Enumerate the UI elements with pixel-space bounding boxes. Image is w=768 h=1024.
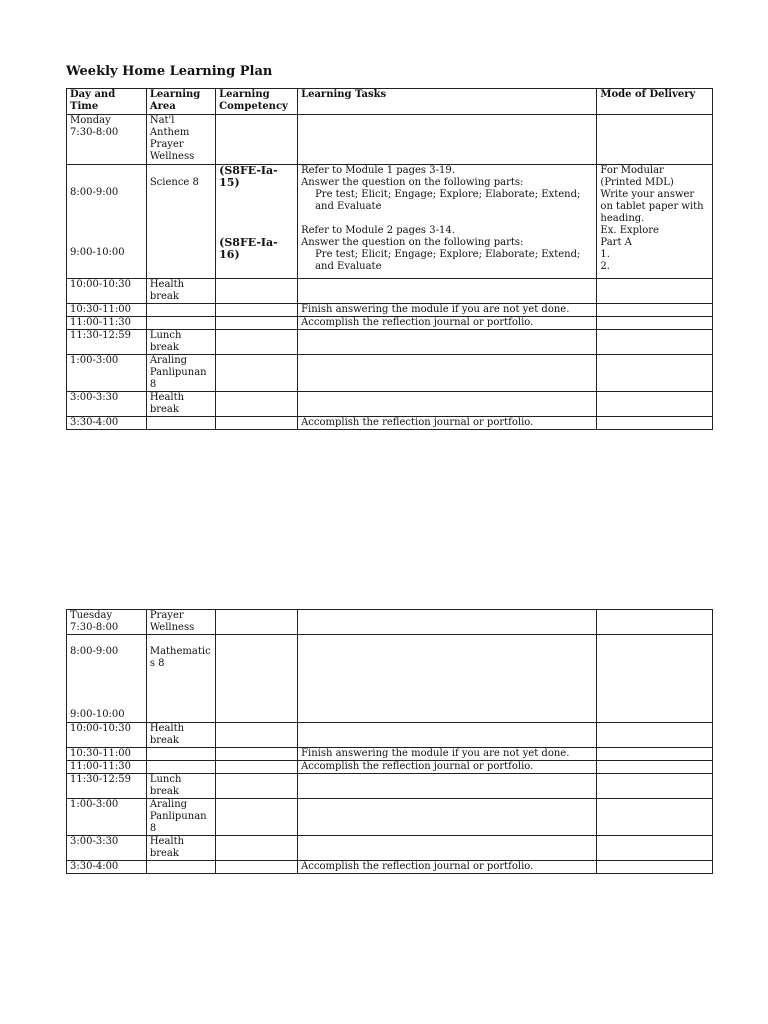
time-cell: 10:00-10:30 bbox=[67, 279, 147, 304]
task-cell bbox=[298, 723, 597, 748]
task-line: Refer to Module 2 pages 3-14. bbox=[301, 225, 455, 236]
table-row bbox=[67, 723, 713, 748]
time-cell: 11:30-12:59 bbox=[67, 774, 147, 799]
competency-cell bbox=[216, 799, 298, 836]
mode-line: For Modular bbox=[600, 165, 664, 176]
task-line: Pre test; Elicit; Engage; Explore; Elaborate; Extend; and Evaluate bbox=[315, 249, 581, 272]
table-row bbox=[67, 165, 713, 279]
area-cell: Health break bbox=[146, 392, 215, 417]
competency-cell bbox=[216, 610, 298, 635]
competency-cell bbox=[216, 417, 298, 430]
competency-cell bbox=[216, 304, 298, 317]
time-cell: 11:30-12:59 bbox=[67, 330, 147, 355]
competency-cell bbox=[216, 317, 298, 330]
mode-cell bbox=[597, 723, 713, 748]
mode-cell bbox=[597, 330, 713, 355]
competency-cell bbox=[216, 748, 298, 761]
mode-line: (Printed MDL) bbox=[600, 177, 674, 188]
header-day-time: Day and Time bbox=[67, 89, 147, 115]
mode-cell bbox=[597, 115, 713, 165]
table-row bbox=[67, 317, 713, 330]
task-cell bbox=[298, 392, 597, 417]
header-learning-competency: Learning Competency bbox=[216, 89, 298, 115]
task-cell bbox=[298, 799, 597, 836]
mode-cell bbox=[597, 748, 713, 761]
time-label: 8:00-9:00 bbox=[70, 646, 119, 657]
table-row bbox=[67, 279, 713, 304]
mode-cell bbox=[597, 392, 713, 417]
table-row bbox=[67, 355, 713, 392]
tuesday-plan-table bbox=[66, 609, 713, 874]
competency-code: (S8FE-Ia-16) bbox=[219, 236, 278, 261]
competency-cell bbox=[216, 355, 298, 392]
task-cell bbox=[298, 836, 597, 861]
task-cell: Accomplish the reflection journal or portfolio. bbox=[298, 761, 597, 774]
task-line: Answer the question on the following parts: bbox=[301, 177, 524, 188]
time-cell: 3:30-4:00 bbox=[67, 417, 147, 430]
table-row bbox=[67, 392, 713, 417]
time-cell bbox=[67, 610, 147, 635]
mode-line: 2. bbox=[600, 261, 610, 272]
mode-cell bbox=[597, 861, 713, 874]
table-row bbox=[67, 761, 713, 774]
area-label: Science 8 bbox=[149, 177, 199, 188]
mode-cell bbox=[597, 761, 713, 774]
header-learning-area: Learning Area bbox=[146, 89, 215, 115]
mode-cell bbox=[597, 317, 713, 330]
task-cell: Accomplish the reflection journal or portfolio. bbox=[298, 417, 597, 430]
mode-cell bbox=[597, 774, 713, 799]
task-cell bbox=[298, 115, 597, 165]
time-cell: 1:00-3:00 bbox=[67, 355, 147, 392]
time-label: 7:30-8:00 bbox=[70, 622, 119, 633]
area-cell: Prayer Wellness bbox=[146, 610, 215, 635]
competency-cell bbox=[216, 723, 298, 748]
area-cell bbox=[146, 635, 215, 723]
competency-cell bbox=[216, 761, 298, 774]
task-cell bbox=[298, 165, 597, 279]
competency-cell bbox=[216, 836, 298, 861]
monday-plan-table bbox=[66, 88, 713, 430]
competency-cell bbox=[216, 774, 298, 799]
time-label: 9:00-10:00 bbox=[70, 247, 125, 258]
time-cell bbox=[67, 635, 147, 723]
time-cell bbox=[67, 115, 147, 165]
day-label: Tuesday bbox=[70, 610, 113, 621]
task-cell bbox=[298, 610, 597, 635]
table-row bbox=[67, 304, 713, 317]
table-row bbox=[67, 115, 713, 165]
task-cell: Finish answering the module if you are not yet done. bbox=[298, 748, 597, 761]
time-cell: 3:30-4:00 bbox=[67, 861, 147, 874]
mode-line: Ex. Explore bbox=[600, 225, 659, 236]
task-cell: Accomplish the reflection journal or portfolio. bbox=[298, 861, 597, 874]
mode-cell bbox=[597, 355, 713, 392]
mode-cell bbox=[597, 799, 713, 836]
header-learning-tasks: Learning Tasks bbox=[298, 89, 597, 115]
table-row bbox=[67, 748, 713, 761]
area-cell: Nat'l Anthem Prayer Wellness bbox=[146, 115, 215, 165]
time-cell bbox=[67, 165, 147, 279]
task-cell: Finish answering the module if you are not yet done. bbox=[298, 304, 597, 317]
time-cell: 3:00-3:30 bbox=[67, 392, 147, 417]
time-label: 9:00-10:00 bbox=[70, 709, 125, 720]
competency-cell bbox=[216, 279, 298, 304]
area-cell bbox=[146, 417, 215, 430]
area-cell bbox=[146, 748, 215, 761]
area-cell bbox=[146, 761, 215, 774]
mode-line: Part A bbox=[600, 237, 632, 248]
page-title: Weekly Home Learning Plan bbox=[66, 64, 273, 79]
time-cell: 10:30-11:00 bbox=[67, 748, 147, 761]
table-row bbox=[67, 799, 713, 836]
table-row bbox=[67, 330, 713, 355]
time-label: 7:30-8:00 bbox=[70, 127, 119, 138]
task-cell: Accomplish the reflection journal or portfolio. bbox=[298, 317, 597, 330]
competency-cell bbox=[216, 115, 298, 165]
mode-cell bbox=[597, 635, 713, 723]
task-line: Answer the question on the following parts: bbox=[301, 237, 524, 248]
table-row bbox=[67, 861, 713, 874]
time-label: 8:00-9:00 bbox=[70, 187, 119, 198]
area-cell: Araling Panlipunan 8 bbox=[146, 355, 215, 392]
time-cell: 1:00-3:00 bbox=[67, 799, 147, 836]
time-cell: 10:00-10:30 bbox=[67, 723, 147, 748]
table-row bbox=[67, 417, 713, 430]
area-cell bbox=[146, 304, 215, 317]
task-line: Pre test; Elicit; Engage; Explore; Elaborate; Extend; and Evaluate bbox=[315, 189, 581, 212]
mode-line: Write your answer on tablet paper with heading. bbox=[600, 189, 704, 224]
table-row bbox=[67, 836, 713, 861]
mode-cell bbox=[597, 279, 713, 304]
area-cell: Health break bbox=[146, 723, 215, 748]
mode-cell bbox=[597, 836, 713, 861]
competency-cell bbox=[216, 165, 298, 279]
area-cell: Araling Panlipunan 8 bbox=[146, 799, 215, 836]
competency-cell bbox=[216, 392, 298, 417]
area-cell: Lunch break bbox=[146, 330, 215, 355]
time-cell: 11:00-11:30 bbox=[67, 761, 147, 774]
header-row bbox=[67, 89, 713, 115]
time-cell: 3:00-3:30 bbox=[67, 836, 147, 861]
area-cell: Health break bbox=[146, 836, 215, 861]
competency-cell bbox=[216, 330, 298, 355]
area-cell bbox=[146, 861, 215, 874]
competency-cell bbox=[216, 635, 298, 723]
area-cell: Lunch break bbox=[146, 774, 215, 799]
time-cell: 10:30-11:00 bbox=[67, 304, 147, 317]
competency-code: (S8FE-Ia-15) bbox=[219, 164, 278, 189]
table-row bbox=[67, 635, 713, 723]
area-cell: Health break bbox=[146, 279, 215, 304]
area-cell bbox=[146, 317, 215, 330]
task-cell bbox=[298, 355, 597, 392]
header-mode-of-delivery: Mode of Delivery bbox=[597, 89, 713, 115]
task-cell bbox=[298, 774, 597, 799]
task-line: Refer to Module 1 pages 3-19. bbox=[301, 165, 455, 176]
task-cell bbox=[298, 330, 597, 355]
mode-cell bbox=[597, 304, 713, 317]
area-label: Mathematics 8 bbox=[149, 646, 211, 669]
task-cell bbox=[298, 635, 597, 723]
mode-cell bbox=[597, 165, 713, 279]
day-label: Monday bbox=[70, 115, 111, 126]
task-cell bbox=[298, 279, 597, 304]
area-cell bbox=[146, 165, 215, 279]
table-row bbox=[67, 610, 713, 635]
time-cell: 11:00-11:30 bbox=[67, 317, 147, 330]
competency-cell bbox=[216, 861, 298, 874]
mode-cell bbox=[597, 610, 713, 635]
mode-line: 1. bbox=[600, 249, 610, 260]
table-row bbox=[67, 774, 713, 799]
mode-cell bbox=[597, 417, 713, 430]
